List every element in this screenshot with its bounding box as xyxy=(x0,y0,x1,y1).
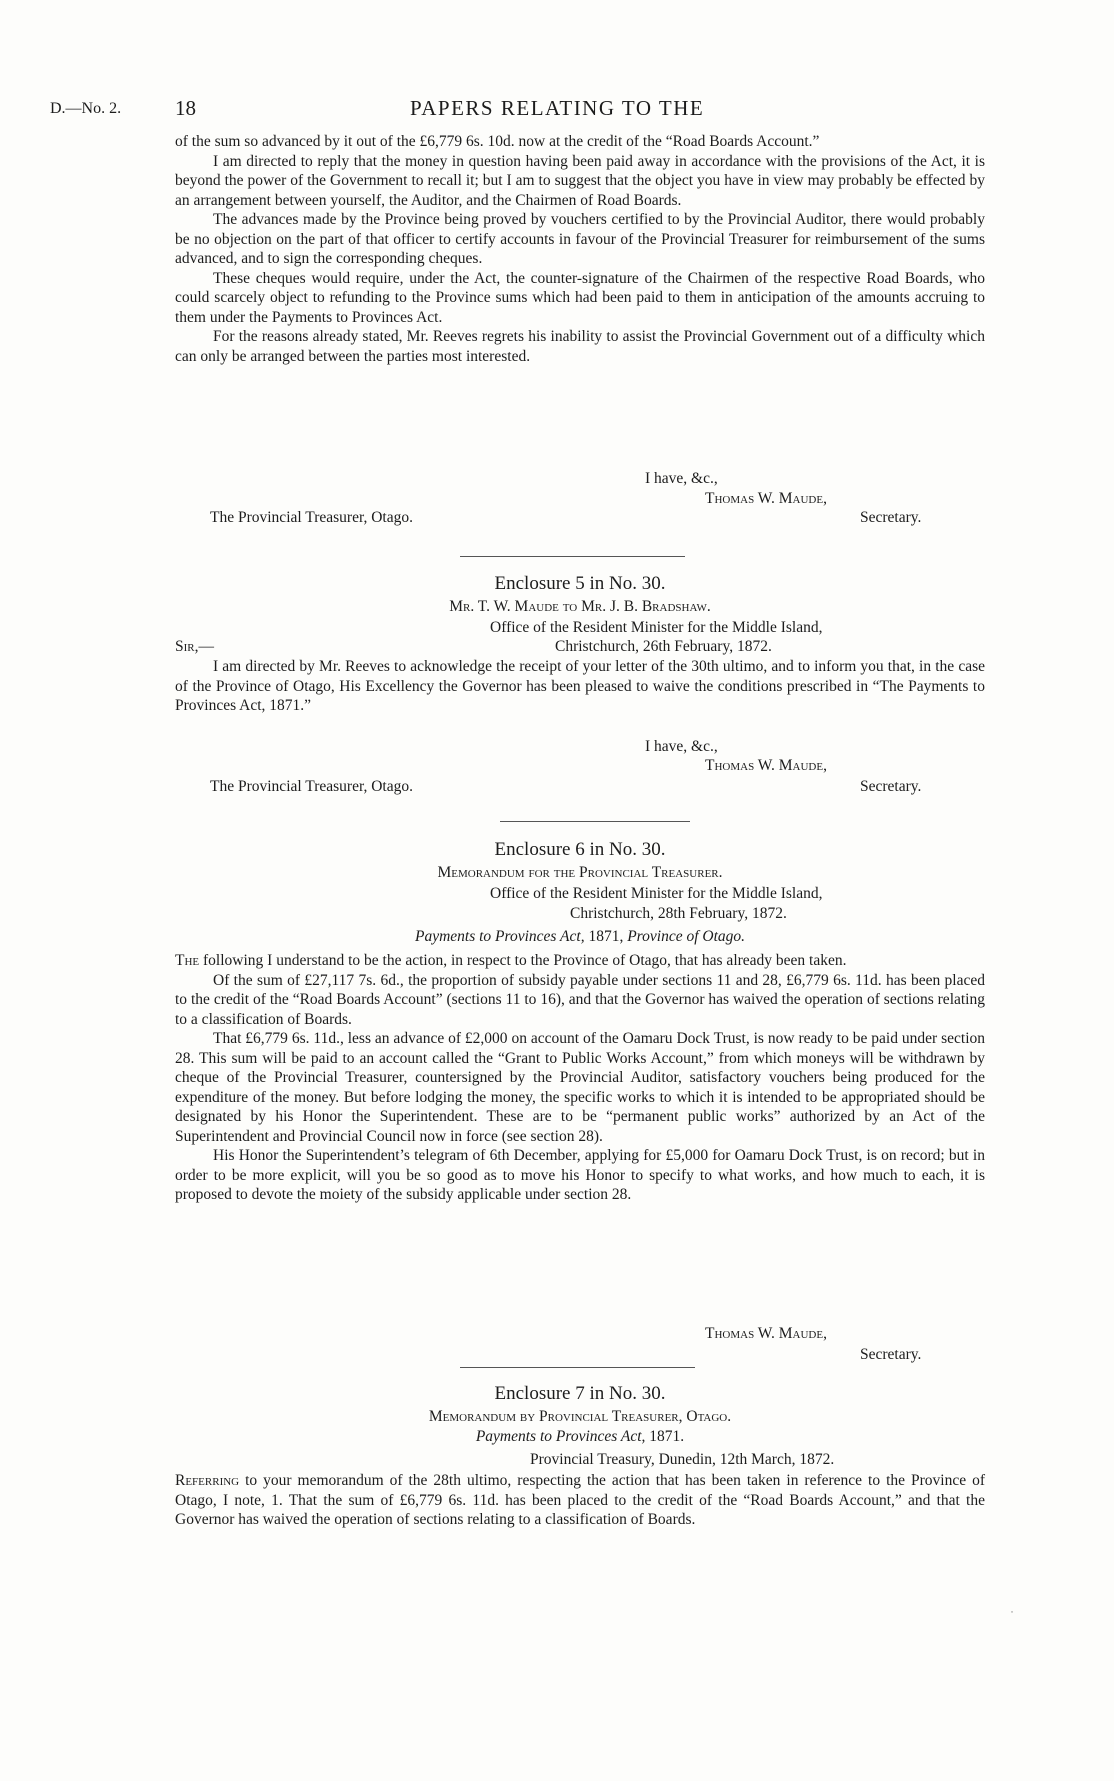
letter-continuation xyxy=(175,132,985,366)
closing: I have, &c., xyxy=(645,738,718,755)
signatory-title: Secretary. xyxy=(860,778,922,795)
office-line: Office of the Resident Minister for the Middle Island, xyxy=(490,619,823,636)
place-date: Christchurch, 26th February, 1872. xyxy=(555,638,772,655)
section-divider xyxy=(500,821,690,822)
paragraph: His Honor the Superintendent’s telegram of 6th December, applying for £5,000 for Oamaru Dock Trust, is on record; but in order to be more explicit, will you be so good as to move his Honor to specify to what works, and how much to each, it is proposed to devote the moiety of the subsidy applicable under section 28. xyxy=(175,1147,985,1203)
addressee: The Provincial Treasurer, Otago. xyxy=(210,509,413,526)
enclosure-body xyxy=(175,657,985,716)
signature: Thomas W. Maude, xyxy=(705,1325,827,1342)
place-date: Christchurch, 28th February, 1872. xyxy=(570,905,787,922)
paragraph: of the sum so advanced by it out of the £6,779 6s. 10d. now at the credit of the “Road Boards Account.” xyxy=(175,133,820,150)
enclosure-subheading: Mr. T. W. Maude to Mr. J. B. Bradshaw. xyxy=(449,598,711,615)
office-line: Office of the Resident Minister for the Middle Island, xyxy=(490,885,823,902)
paragraph: The following I understand to be the action, in respect to the Province of Otago, that has already been taken. xyxy=(175,952,847,969)
enclosure-subheading: Memorandum for the Provincial Treasurer. xyxy=(437,864,723,881)
paragraph: Of the sum of £27,117 7s. 6d., the proportion of subsidy payable under sections 11 and 28, £6,779 6s. 11d. has been placed to the credit of the “Road Boards Account” (sections 11 to 16), and that the Governor has waived the operation of sections relating to a classification of Boards. xyxy=(175,971,985,1028)
enclosure-subheading: Memorandum by Provincial Treasurer, Otago. xyxy=(428,1408,732,1425)
place-date: Provincial Treasury, Dunedin, 12th March, 1872. xyxy=(530,1451,835,1468)
paragraph: Referring to your memorandum of the 28th ultimo, respecting the action that has been taken in reference to the Province of Otago, I note, 1. That the sum of £6,779 6s. 11d. has been placed to the credit of the “Road Boards Account,” and that the Governor has waived the operation of sections relating to a classification of Boards. xyxy=(175,1472,985,1528)
paragraph: The advances made by the Province being proved by vouchers certified to by the Provincial Auditor, there would probably be no objection on the part of that officer to certify accounts in favour of the Provincial Treasurer for reimbursement of the sums advanced, and to sign the corresponding cheques. xyxy=(175,211,985,267)
paragraph: I am directed by Mr. Reeves to acknowledge the receipt of your letter of the 30th ultimo, and to inform you that, in the case of the Province of Otago, His Excellency the Governor has been pleased to waive the conditions prescribed in “The Payments to Provinces Act, 1871.” xyxy=(175,658,985,714)
signature: Thomas W. Maude, xyxy=(705,490,827,507)
addressee: The Provincial Treasurer, Otago. xyxy=(210,778,413,795)
paragraph: These cheques would require, under the Act, the counter-signature of the Chairmen of the respective Road Boards, who could scarcely object to refunding to the Province sums which had been paid to them in anticipation of the amounts accruing to them under the Payments to Provinces Act. xyxy=(175,269,985,326)
stray-mark: ˙ xyxy=(1010,1608,1014,1622)
section-divider xyxy=(460,1367,695,1368)
enclosure-heading: Enclosure 7 in No. 30. xyxy=(494,1383,666,1404)
signatory-title: Secretary. xyxy=(860,509,922,526)
document-reference: D.—No. 2. xyxy=(50,100,122,117)
paragraph: That £6,779 6s. 11d., less an advance of £2,000 on account of the Oamaru Dock Trust, is now ready to be paid under section 28. This sum will be paid to an account called the “Grant to Public Works Account,” from which moneys will be withdrawn by cheque of the Provincial Treasurer, countersigned by the Provincial Auditor, satisfactory vouchers being produced for the expenditure of the money. But before lodging the money, the specific works to which it is intended to be appropriated should be designated by his Honor the Superintendent. These are to be “permanent public works” authorized by an Act of the Superintendent and Provincial Council now in force (see section 28). xyxy=(175,1030,985,1145)
enclosure-heading: Enclosure 6 in No. 30. xyxy=(494,839,666,860)
page-header xyxy=(0,96,1114,126)
signatory-title: Secretary. xyxy=(860,1346,922,1363)
section-divider xyxy=(460,556,685,557)
paragraph: For the reasons already stated, Mr. Reeves regrets his inability to assist the Provincial Government out of a difficulty which can only be arranged between the parties most interested. xyxy=(175,328,985,365)
paragraph: I am directed to reply that the money in question having been paid away in accordance with the provisions of the Act, it is beyond the power of the Government to recall it; but I am to suggest that the object you have in view may probably be effected by an arrangement between yourself, the Auditor, and the Chairmen of Road Boards. xyxy=(175,152,985,209)
running-title: PAPERS RELATING TO THE xyxy=(410,96,705,120)
signature: Thomas W. Maude, xyxy=(705,757,827,774)
closing: I have, &c., xyxy=(645,470,718,487)
subject-line: Payments to Provinces Act, 1871. xyxy=(475,1428,685,1445)
memorandum-body xyxy=(175,1471,985,1530)
subject-line: Payments to Provinces Act, 1871, Province of Otago. xyxy=(414,928,746,945)
enclosure-heading: Enclosure 5 in No. 30. xyxy=(494,573,666,594)
salutation: Sir,— xyxy=(175,638,214,655)
memorandum-body xyxy=(175,951,985,1205)
page-number: 18 xyxy=(175,96,196,120)
